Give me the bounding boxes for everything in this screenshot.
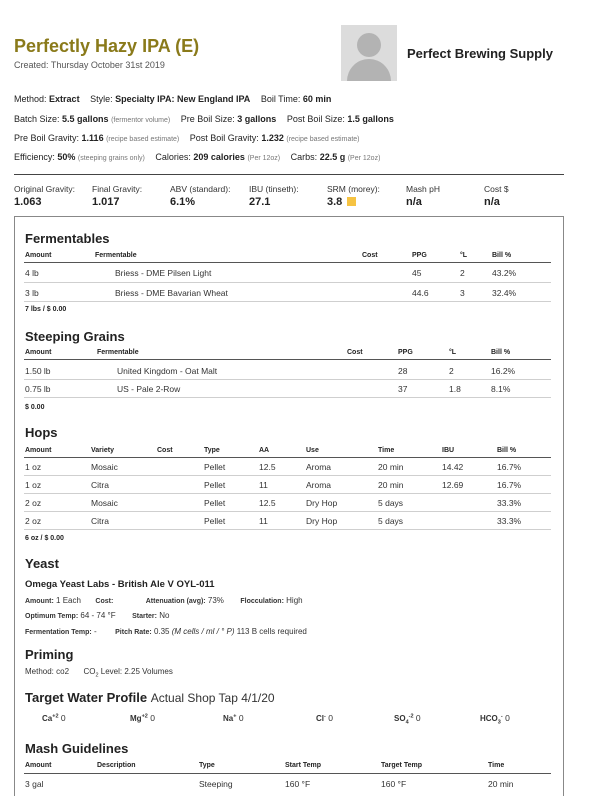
stat-final-gravity — [92, 184, 142, 208]
cell-variety: Mosaic — [91, 462, 118, 472]
row-divider — [24, 511, 551, 512]
cell-amount: 3 lb — [25, 288, 39, 298]
cell-amount: 1 oz — [25, 480, 42, 490]
ion-sodium — [223, 713, 244, 723]
col-bill: Bill % — [492, 252, 512, 259]
stat-cost — [484, 184, 509, 208]
cell-aa: 12.5 — [259, 498, 276, 508]
pitch-rate-unit: (M cells / ml / ° P) — [171, 627, 235, 636]
batch-size-label: Batch Size: — [14, 114, 60, 124]
cell-bill: 16.2% — [491, 366, 516, 376]
col-aa: AA — [259, 447, 270, 454]
cell-ppg: 28 — [398, 366, 408, 376]
cell-fermentable: United Kingdom - Oat Malt — [117, 366, 218, 376]
stat-original-gravity — [14, 184, 75, 208]
stat-mash-ph — [406, 184, 440, 208]
col-ppg: PPG — [412, 252, 427, 259]
cell-target-temp: 160 °F — [381, 779, 407, 789]
yeast-line-2 — [25, 611, 169, 620]
pre-boil-gravity-note: (recipe based estimate) — [106, 136, 180, 143]
stat-value: 1.017 — [92, 196, 120, 208]
stat-label: Final Gravity: — [92, 184, 143, 194]
optimum-temp-label: Optimum Temp: — [25, 613, 79, 620]
carbs-label: Carbs: — [290, 152, 318, 162]
pitch-rate-value: 0.35 — [153, 627, 170, 636]
ion-symbol: Mg — [130, 714, 142, 723]
cell-bill: 33.3% — [497, 498, 522, 508]
ion-value: 0 — [60, 713, 66, 723]
cell-bill: 16.7% — [497, 462, 522, 472]
ion-calcium — [42, 713, 66, 723]
recipe-title: Perfectly Hazy IPA (E) — [14, 36, 200, 56]
calories-note: (Per 12oz) — [247, 155, 281, 162]
cell-fermentable: US - Pale 2-Row — [117, 384, 181, 394]
fermentables-heading: Fermentables — [25, 231, 110, 246]
col-variety: Variety — [91, 447, 114, 454]
steeping-grains-heading: Steeping Grains — [25, 329, 125, 344]
col-use: Use — [306, 447, 319, 454]
cell-amount: 1 oz — [25, 462, 42, 472]
ion-symbol: HCO — [480, 714, 498, 723]
cell-bill: 16.7% — [497, 480, 522, 490]
boil-time-label: Boil Time: — [260, 94, 301, 104]
ion-symbol: Cl — [316, 714, 324, 723]
cell-bill: 8.1% — [491, 384, 511, 394]
ion-symbol: Ca — [42, 714, 53, 723]
pitch-rate-label: Pitch Rate: — [115, 629, 152, 636]
hops-total: 6 oz / $ 0.00 — [25, 535, 64, 542]
avatar-head-shape — [357, 33, 381, 57]
col-fermentable: Fermentable — [97, 349, 139, 356]
stat-srm — [327, 184, 380, 208]
cell-use: Dry Hop — [306, 498, 338, 508]
stat-label: IBU (tinseth): — [249, 184, 299, 194]
calories-value: 209 calories — [193, 152, 245, 162]
ion-subscript: 3 — [497, 719, 501, 726]
srm-color-swatch — [347, 197, 356, 206]
col-amount: Amount — [25, 252, 52, 259]
table-rule — [24, 262, 551, 263]
cell-time: 5 days — [378, 498, 404, 508]
ion-value: 0 — [505, 713, 510, 723]
cell-time: 20 min — [378, 462, 404, 472]
table-rule — [24, 773, 551, 774]
yeast-line-1 — [25, 596, 303, 605]
yeast-line-3 — [25, 627, 307, 636]
cell-type: Steeping — [199, 779, 233, 789]
created-date: Created: Thursday October 31st 2019 — [14, 60, 165, 70]
row-divider — [24, 301, 551, 302]
style-label: Style: — [90, 94, 113, 104]
ion-charge: - — [500, 713, 503, 720]
yeast-heading: Yeast — [25, 556, 59, 571]
calories-label: Calories: — [155, 152, 191, 162]
amount-label: Amount: — [25, 598, 54, 605]
meta-line-2 — [14, 114, 394, 124]
method-label: Method: — [14, 94, 47, 104]
cell-type: Pellet — [204, 480, 226, 490]
ion-charge: - — [324, 713, 326, 720]
ion-charge: +2 — [141, 713, 148, 720]
stat-label: Original Gravity: — [14, 184, 75, 194]
carbs-note: (Per 12oz) — [347, 155, 381, 162]
boil-time-value: 60 min — [302, 94, 332, 104]
ion-bicarbonate — [480, 713, 510, 726]
efficiency-note: (steeping grains only) — [77, 155, 145, 162]
cell-bill: 32.4% — [492, 288, 517, 298]
cell-lovibond: 2 — [449, 366, 454, 376]
cell-amount: 0.75 lb — [25, 384, 51, 394]
optimum-temp-value: 64 - 74 °F — [80, 611, 116, 620]
ion-subscript: 4 — [405, 719, 409, 726]
co2-rest: Level: 2.25 Volumes — [98, 667, 173, 676]
cell-time: 5 days — [378, 516, 404, 526]
post-boil-gravity-value: 1.232 — [261, 133, 284, 143]
cell-amount: 4 lb — [25, 268, 39, 278]
efficiency-label: Efficiency: — [14, 152, 55, 162]
cell-amount: 3 gal — [25, 779, 44, 789]
carbs-value: 22.5 g — [319, 152, 346, 162]
col-amount: Amount — [25, 762, 52, 769]
co2-level — [83, 667, 173, 679]
ion-value: 0 — [415, 713, 421, 723]
cell-start-temp: 160 °F — [285, 779, 311, 789]
cost-label: Cost: — [95, 598, 114, 605]
fermentation-temp-label: Fermentation Temp: — [25, 629, 92, 636]
cell-lovibond: 1.8 — [449, 384, 461, 394]
fermentation-temp-value: - — [94, 627, 97, 636]
cell-aa: 11 — [259, 480, 268, 490]
col-fermentable: Fermentable — [95, 252, 137, 259]
stat-abv — [170, 184, 230, 208]
starter-value: No — [159, 611, 170, 620]
ion-sulfate — [394, 713, 421, 726]
cell-variety: Mosaic — [91, 498, 118, 508]
cell-ibu: 12.69 — [442, 480, 464, 490]
stat-value: n/a — [406, 196, 422, 208]
table-rule — [24, 359, 551, 360]
col-lovibond: °L — [460, 252, 468, 259]
col-cost: Cost — [157, 447, 173, 454]
pre-boil-gravity-value: 1.116 — [81, 133, 104, 143]
cell-type: Pellet — [204, 462, 226, 472]
cell-aa: 12.5 — [259, 462, 276, 472]
flocculation-value: High — [286, 596, 303, 605]
col-cost: Cost — [362, 252, 378, 259]
meta-line-3 — [14, 133, 360, 143]
stat-value: 6.1% — [170, 196, 196, 208]
flocculation-label: Flocculation: — [240, 598, 284, 605]
stat-label: SRM (morey): — [327, 184, 380, 194]
col-cost: Cost — [347, 349, 363, 356]
col-bill: Bill % — [491, 349, 511, 356]
post-boil-size-label: Post Boil Size: — [286, 114, 345, 124]
water-profile-heading — [25, 690, 275, 705]
avatar-body-shape — [347, 59, 391, 81]
hops-heading: Hops — [25, 425, 58, 440]
steeping-total: $ 0.00 — [25, 404, 45, 411]
pitch-rate-required: 113 B cells required — [236, 627, 307, 636]
cell-ppg: 44.6 — [412, 288, 429, 298]
row-divider — [24, 282, 551, 283]
col-amount: Amount — [25, 349, 52, 356]
row-divider — [24, 379, 551, 380]
cell-fermentable: Briess - DME Bavarian Wheat — [115, 288, 228, 298]
priming-method: Method: co2 — [25, 667, 70, 676]
ion-chloride — [316, 713, 333, 723]
yeast-name: Omega Yeast Labs - British Ale V OYL-011 — [25, 579, 215, 590]
ion-magnesium — [130, 713, 155, 723]
col-start-temp: Start Temp — [285, 762, 322, 769]
cell-time: 20 min — [378, 480, 404, 490]
col-ibu: IBU — [442, 447, 455, 454]
priming-details — [25, 667, 173, 679]
divider — [14, 174, 564, 175]
ion-symbol: SO — [394, 714, 406, 723]
ion-value: 0 — [150, 713, 155, 723]
efficiency-value: 50% — [57, 152, 76, 162]
stat-label: Cost $ — [484, 184, 509, 194]
attenuation-value: 73% — [207, 596, 224, 605]
cell-bill: 33.3% — [497, 516, 522, 526]
col-lovibond: °L — [449, 349, 457, 356]
ion-charge: -2 — [408, 713, 414, 720]
row-divider — [24, 475, 551, 476]
amount-value: 1 Each — [56, 596, 81, 605]
stat-value: 27.1 — [249, 196, 271, 208]
co2-subscript: 2 — [95, 672, 99, 679]
cell-amount: 2 oz — [25, 498, 42, 508]
cell-use: Aroma — [306, 462, 332, 472]
stat-value: 3.8 — [327, 196, 343, 208]
cell-aa: 11 — [259, 516, 268, 526]
col-description: Description — [97, 762, 136, 769]
ion-symbol: Na — [223, 714, 234, 723]
ion-charge: + — [233, 713, 237, 720]
post-boil-gravity-label: Post Boil Gravity: — [189, 133, 259, 143]
brand-name: Perfect Brewing Supply — [407, 46, 553, 61]
pre-boil-size-label: Pre Boil Size: — [180, 114, 235, 124]
row-divider — [24, 493, 551, 494]
table-rule — [24, 457, 551, 458]
cell-type: Pellet — [204, 516, 226, 526]
cell-lovibond: 2 — [460, 268, 465, 278]
cell-ppg: 37 — [398, 384, 408, 394]
method-value: Extract — [49, 94, 80, 104]
col-ppg: PPG — [398, 349, 413, 356]
cell-variety: Citra — [91, 480, 109, 490]
meta-line-4 — [14, 152, 380, 162]
co2-prefix: CO — [83, 667, 96, 676]
col-bill: Bill % — [497, 447, 517, 454]
ion-value: 0 — [328, 713, 333, 723]
stat-value: n/a — [484, 196, 500, 208]
pre-boil-gravity-label: Pre Boil Gravity: — [14, 133, 80, 143]
col-type: Type — [204, 447, 220, 454]
stat-value: 1.063 — [14, 196, 42, 208]
cell-use: Aroma — [306, 480, 332, 490]
col-target-temp: Target Temp — [381, 762, 422, 769]
starter-label: Starter: — [132, 613, 157, 620]
col-time: Time — [488, 762, 505, 769]
fermentables-total: 7 lbs / $ 0.00 — [25, 306, 67, 313]
cell-bill: 43.2% — [492, 268, 517, 278]
post-boil-gravity-note: (recipe based estimate) — [286, 136, 360, 143]
col-time: Time — [378, 447, 395, 454]
priming-heading: Priming — [25, 647, 74, 662]
mash-guidelines-heading: Mash Guidelines — [25, 741, 129, 756]
cell-type: Pellet — [204, 498, 226, 508]
attenuation-label: Attenuation (avg): — [145, 598, 206, 605]
cell-variety: Citra — [91, 516, 109, 526]
style-value: Specialty IPA: New England IPA — [115, 94, 251, 104]
ion-charge: +2 — [52, 713, 59, 720]
cell-amount: 2 oz — [25, 516, 42, 526]
post-boil-size-value: 1.5 gallons — [347, 114, 394, 124]
water-profile-title: Target Water Profile — [25, 690, 148, 705]
batch-size-value: 5.5 gallons — [62, 114, 109, 124]
cell-amount: 1.50 lb — [25, 366, 51, 376]
row-divider — [24, 529, 551, 530]
stat-label: Mash pH — [406, 184, 441, 194]
meta-line-1 — [14, 94, 331, 104]
batch-size-note: (fermentor volume) — [111, 117, 171, 124]
cell-lovibond: 3 — [460, 288, 465, 298]
cell-ibu: 14.42 — [442, 462, 464, 472]
water-profile-subtitle: Actual Shop Tap 4/1/20 — [150, 691, 275, 705]
ion-value: 0 — [238, 713, 244, 723]
cell-time: 20 min — [488, 779, 514, 789]
pre-boil-size-value: 3 gallons — [237, 114, 277, 124]
col-type: Type — [199, 762, 215, 769]
cell-ppg: 45 — [412, 268, 422, 278]
avatar — [341, 25, 397, 81]
stat-label: ABV (standard): — [170, 184, 231, 194]
cell-fermentable: Briess - DME Pilsen Light — [115, 268, 212, 278]
col-amount: Amount — [25, 447, 52, 454]
stat-ibu — [249, 184, 299, 208]
cell-use: Dry Hop — [306, 516, 338, 526]
row-divider — [24, 397, 551, 398]
stat-value-row — [327, 196, 380, 208]
